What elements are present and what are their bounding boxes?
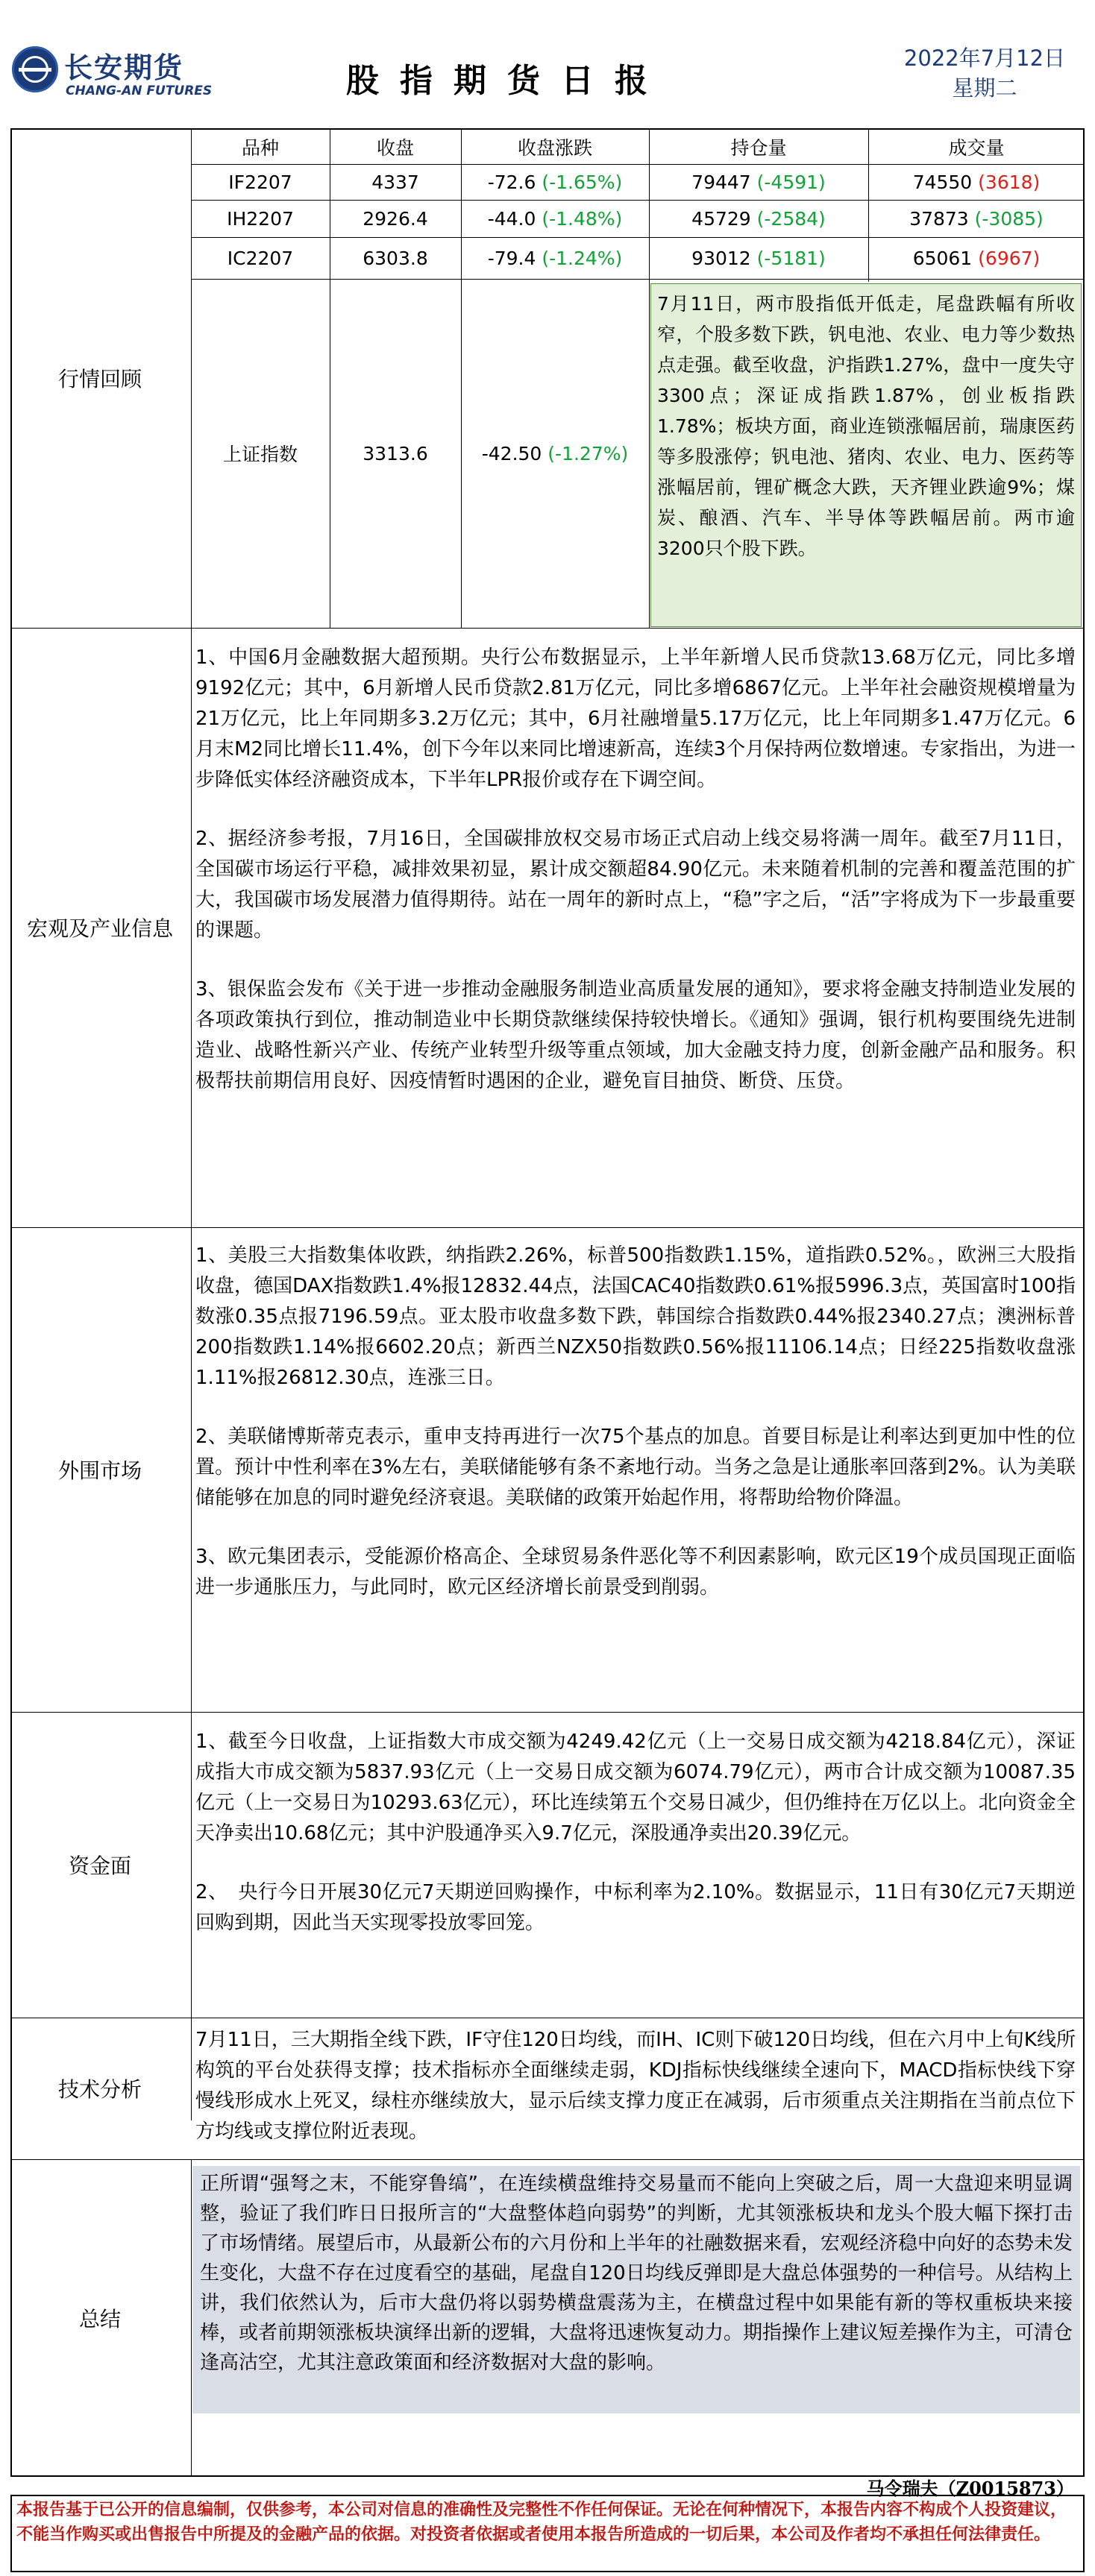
col-header-open-interest: 持仓量 bbox=[730, 137, 787, 159]
report-date: 2022年7月12日 bbox=[903, 45, 1066, 71]
author-signature: 马令瑞夫（Z0015873） bbox=[866, 2478, 1074, 2499]
section-technical-body bbox=[195, 2025, 1076, 2176]
table-row-close: 6303.8 bbox=[363, 247, 428, 269]
external-paragraph: 1、美股三大指数集体收跌，纳指跌2.26%，标普500指数跌1.15%，道指跌0.52%。，欧洲三大股指收盘，德国DAX指数跌1.4%报12832.44点，法国CAC40指数跌0.61%报5996.3点，英国富时100指数涨0.35点报7196.59点。亚太股市收盘多数下跌，韩国综合指数跌0.44%报2340.27点；澳洲标普200指数跌1.14%报6602.20点；新西兰NZX50指数跌0.56%报11106.14点；日经225指数收盘涨1.11%报26812.30点，连涨三日。 bbox=[195, 1244, 1076, 1389]
table-row-close: 4337 bbox=[371, 171, 419, 193]
section-label-summary: 总结 bbox=[78, 2307, 121, 2331]
company-name-en: CHANG-AN FUTURES bbox=[66, 84, 213, 98]
table-row-volume: 37873 (-3085) bbox=[909, 207, 1044, 230]
col-header-variety: 品种 bbox=[241, 137, 279, 159]
table-row-change: -44.0 (-1.48%) bbox=[487, 207, 623, 230]
col-header-close: 收盘 bbox=[376, 137, 414, 159]
col-header-change: 收盘涨跌 bbox=[517, 137, 592, 159]
table-row-volume: 65061 (6967) bbox=[912, 247, 1041, 269]
external-paragraph: 2、美联储博斯蒂克表示，重申支持再进行一次75个基点的加息。首要目标是让利率达到更加中性的位置。预计中性利率在3%左右，美联储能够有条不紊地行动。当务之急是让通胀率回落到2%。认为美联储能够在加息的同时避免经济衰退。美联储的政策开始起作用，将帮助给物价降温。 bbox=[195, 1426, 1076, 1509]
table-row-close: 2926.4 bbox=[363, 207, 428, 230]
section-summary-body: 正所谓“强弩之末，不能穿鲁缟”，在连续横盘维持交易量而不能向上突破之后，周一大盘迎来明显调整，验证了我们昨日日报所言的“大盘整体趋向弱势”的判断，尤其领涨板块和龙头个股大幅下探打击了市场情绪。展望后市，从最新公布的六月份和上半年的社融数据来看，宏观经济稳中向好的态势未发生变化，大盘不存在过度看空的基础，尾盘自120日均线反弹即是大盘总体强势的一种信号。从结构上讲，我们依然认为，后市大盘仍将以弱势横盘震荡为主，在横盘过程中如果能有新的等权重板块来接棒，或者前期领涨板块演绎出新的逻辑，大盘将迅速恢复动力。期指操作上建议短差操作为主，可清仓逢高沽空，尤其注意政策面和经济数据对大盘的影响。 bbox=[192, 2166, 1080, 2413]
macro-paragraph: 2、据经济参考报，7月16日，全国碳排放权交易市场正式启动上线交易将满一周年。截至7月11日，全国碳市场运行平稳，减排效果初显，累计成交额超84.90亿元。未来随着机制的完善和覆盖范围的扩大，我国碳市场发展潜力值得期待。站在一周年的新时点上，“稳”字之后，“活”字将成为下一步最重要的课题。 bbox=[195, 828, 1076, 942]
external-paragraph: 3、欧元集团表示，受能源价格高企、全球贸易条件恶化等不利因素影响，欧元区19个成员国现正面临进一步通胀压力，与此同时，欧元区经济增长前景受到削弱。 bbox=[195, 1546, 1076, 1599]
disclaimer: 本报告基于已公开的信息编制，仅供参考，本公司对信息的准确性及完整性不作任何保证。无论在何种情况下，本报告内容不构成个人投资建议，不能当作购买或出售报告中所提及的金融产品的依据。对投资者依据或者使用本报告所造成的一切后果，本公司及作者均不承担任何法律责任。 bbox=[10, 2495, 1085, 2572]
table-row-open-interest: 79447 (-4591) bbox=[691, 171, 826, 193]
col-header-volume: 成交量 bbox=[948, 137, 1005, 159]
table-row-variety: IF2207 bbox=[228, 171, 292, 193]
section-label-macro: 宏观及产业信息 bbox=[26, 916, 173, 941]
table-row-open-interest: 45729 (-2584) bbox=[691, 207, 826, 230]
section-label-review: 行情回顾 bbox=[57, 367, 142, 391]
section-funds-body bbox=[195, 1727, 1076, 1967]
company-logo-icon bbox=[12, 46, 58, 92]
index-change: -42.50 (-1.27%) bbox=[481, 442, 629, 465]
table-row-volume: 74550 (3618) bbox=[912, 171, 1041, 193]
market-review-text: 7月11日，两市股指低开低走，尾盘跌幅有所收窄，个股多数下跌，钒电池、农业、电力等少数热点走强。截至收盘，沪指跌1.27%，盘中一度失守3300点；深证成指跌1.87%，创业板指跌1.78%；板块方面，商业连锁涨幅居前，瑞康医药等多股涨停；钒电池、猪肉、农业、电力、医药等涨幅居前，锂矿概念大跌，天齐锂业跌逾9%；煤炭、酿酒、汽车、半导体等跌幅居前。两市逾3200只个股下跌。 bbox=[650, 283, 1082, 627]
funds-paragraph: 1、截至今日收盘，上证指数大市成交额为4249.42亿元（上一交易日成交额为4218.84亿元），深证成指大市成交额为5837.93亿元（上一交易日成交额为6074.79亿元），两市合计成交额为10087.35亿元（上一交易日为10293.63亿元），环比连续第五个交易日减少，但仍维持在万亿以上。北向资金全天净卖出10.68亿元；其中沪股通净买入9.7亿元，深股通净卖出20.39亿元。 bbox=[195, 1731, 1076, 1845]
section-label-funds: 资金面 bbox=[68, 1854, 131, 1878]
table-row-change: -72.6 (-1.65%) bbox=[487, 171, 623, 193]
section-label-external: 外围市场 bbox=[57, 1458, 142, 1483]
table-row-variety: IH2207 bbox=[227, 207, 294, 230]
funds-paragraph: 2、 央行今日开展30亿元7天期逆回购操作，中标利率为2.10%。数据显示，11日有30亿元7天期逆回购到期，因此当天实现零投放零回笼。 bbox=[195, 1881, 1076, 1934]
macro-paragraph: 3、银保监会发布《关于进一步推动金融服务制造业高质量发展的通知》，要求将金融支持制造业发展的各项政策执行到位，推动制造业中长期贷款继续保持较快增长。《通知》强调，银行机构要围绕先进制造业、战略性新兴产业、传统产业转型升级等重点领域，加大金融支持力度，创新金融产品和服务。积极帮扶前期信用良好、因疫情暂时遇困的企业，避免盲目抽贷、断贷、压贷。 bbox=[195, 978, 1076, 1092]
section-macro-body bbox=[195, 643, 1076, 1125]
report-header bbox=[0, 0, 1095, 130]
index-close: 3313.6 bbox=[363, 442, 428, 465]
index-name: 上证指数 bbox=[222, 444, 298, 465]
section-external-body bbox=[195, 1241, 1076, 1631]
table-row-change: -79.4 (-1.24%) bbox=[487, 247, 623, 269]
report-title: 股指期货日报 bbox=[346, 62, 668, 100]
company-name: 长安期货 bbox=[64, 51, 184, 84]
table-row-open-interest: 93012 (-5181) bbox=[691, 247, 826, 269]
table-row-variety: IC2207 bbox=[227, 247, 294, 269]
section-label-technical: 技术分析 bbox=[57, 2077, 142, 2102]
technical-paragraph: 7月11日，三大期指全线下跌，IF守住120日均线，而IH、IC则下破120日均线，但在六月中上旬K线所构筑的平台处获得支撑；技术指标亦全面继续走弱，KDJ指标快线继续全速向下，MACD指标快线下穿慢线形成水上死叉，绿柱亦继续放大，显示后续支撑力度正在减弱，后市须重点关注期指在当前点位下方均线或支撑位附近表现。 bbox=[195, 2029, 1076, 2143]
report-weekday: 星期二 bbox=[952, 75, 1017, 101]
macro-paragraph: 1、中国6月金融数据大超预期。央行公布数据显示，上半年新增人民币贷款13.68万亿元，同比多增9192亿元；其中，6月新增人民币贷款2.81万亿元，同比多增6867亿元。上半年社会融资规模增量为21万亿元，比上年同期多3.2万亿元；其中，6月社融增量5.17万亿元，比上年同期多1.47万亿元。6月末M2同比增长11.4%，创下今年以来同比增速新高，连续3个月保持两位数增速。专家指出，为进一步降低实体经济融资成本，下半年LPR报价或存在下调空间。 bbox=[195, 646, 1076, 791]
